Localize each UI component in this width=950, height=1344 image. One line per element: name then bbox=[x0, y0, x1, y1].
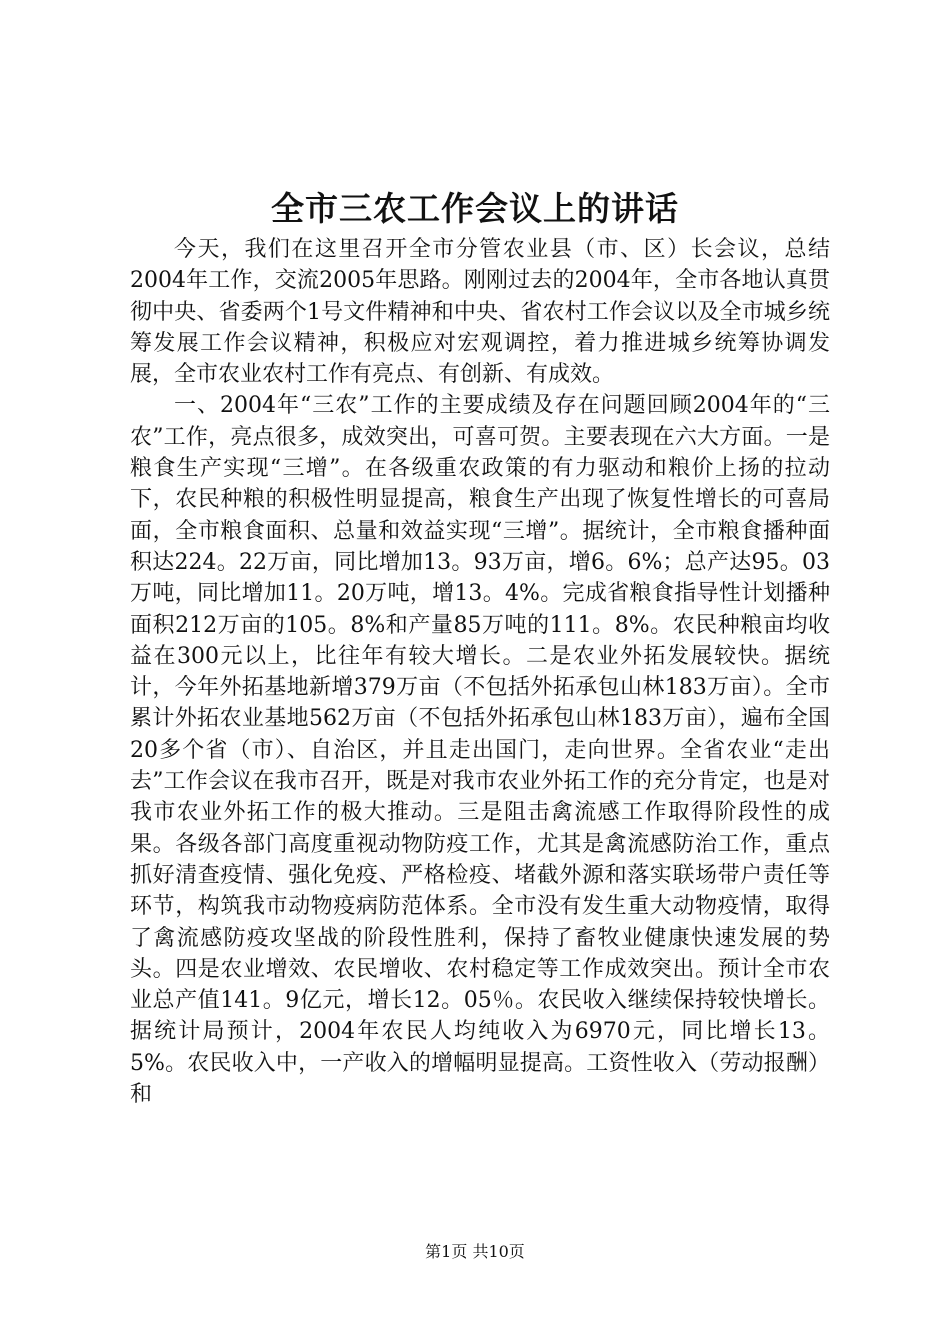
document-body bbox=[130, 234, 830, 1110]
document-title: 全市三农工作会议上的讲话 bbox=[271, 189, 679, 228]
paragraph-review: 一、2004年“三农”工作的主要成绩及存在问题回顾2004年的“三农”工作，亮点很多，成效突出，可喜可贺。主要表现在六大方面。一是粮食生产实现“三增”。在各级重农政策的有力驱动和粮价上扬的拉动下，农民种粮的积极性明显提高，粮食生产出现了恢复性增长的可喜局面，全市粮食面积、总量和效益实现“三增”。据统计，全市粮食播种面积达224。22万亩，同比增加13。93万亩，增6。6%；总产达95。03万吨，同比增加11。20万吨，增13。4%。完成省粮食指导性计划播种面积212万亩的105。8%和产量85万吨的111。8%。农民种粮亩均收益在300元以上，比往年有较大增长。二是农业外拓发展较快。据统计，今年外拓基地新增379万亩（不包括外拓承包山林183万亩）。全市累计外拓农业基地562万亩（不包括外拓承包山林183万亩），遍布全国20多个省（市）、自治区，并且走出国门，走向世界。全省农业“走出去”工作会议在我市召开，既是对我市农业外拓工作的充分肯定，也是对我市农业外拓工作的极大推动。三是阻击禽流感工作取得阶段性的成果。各级各部门高度重视动物防疫工作，尤其是禽流感防治工作，重点抓好清查疫情、强化免疫、严格检疫、堵截外源和落实联场带户责任等环节，构筑我市动物疫病防范体系。全市没有发生重大动物疫情，取得了禽流感防疫攻坚战的阶段性胜利，保持了畜牧业健康快速发展的势头。四是农业增效、农民增收、农村稳定等工作成效突出。预计全市农业总产值141。9亿元，增长12。05％。农民收入继续保持较快增长。据统计局预计，2004年农民人均纯收入为6970元，同比增长13。5%。农民收入中，一产收入的增幅明显提高。工资性收入（劳动报酬）和 bbox=[130, 393, 830, 1108]
page-number-footer: 第1页 共10页 bbox=[425, 1242, 525, 1261]
paragraph-intro: 今天，我们在这里召开全市分管农业县（市、区）长会议，总结2004年工作，交流2005年思路。刚刚过去的2004年，全市各地认真贯彻中央、省委两个1号文件精神和中央、省农村工作会议以及全市城乡统筹发展工作会议精神，积极应对宏观调控，着力推进城乡统筹协调发展，全市农业农村工作有亮点、有创新、有成效。 bbox=[130, 237, 830, 388]
